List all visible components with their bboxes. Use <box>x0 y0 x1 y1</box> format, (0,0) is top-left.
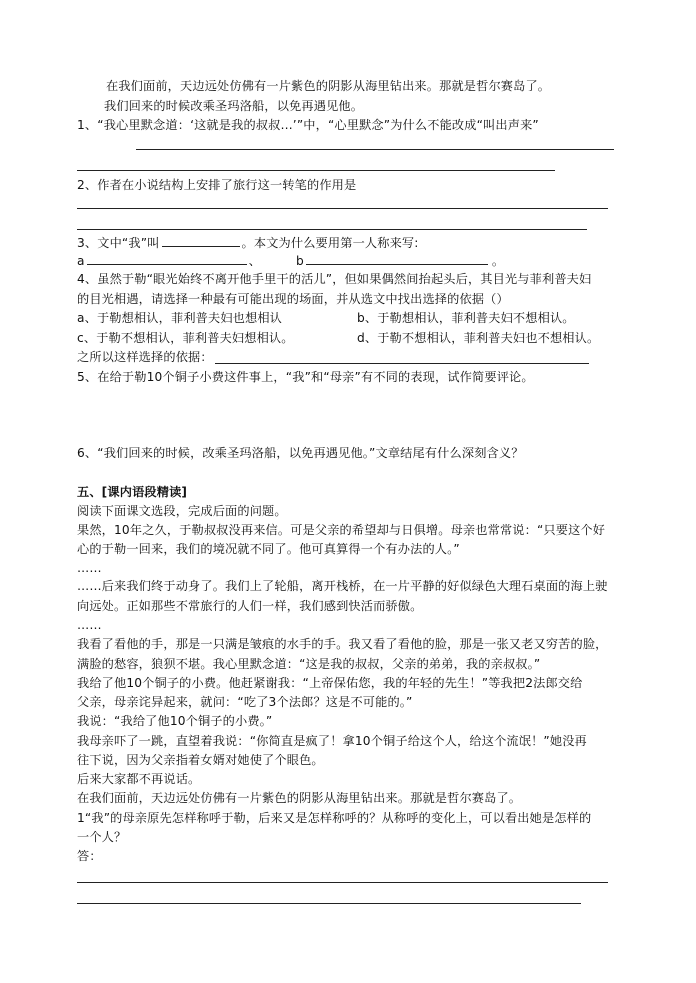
reason-b-label: b <box>296 254 304 268</box>
passage-p7: 后来大家都不再说话。 <box>77 772 201 786</box>
question-2: 2、作者在小说结构上安排了旅行这一转笔的作用是 <box>77 178 357 192</box>
question-4-line-2: 的目光相遇，请选择一种最有可能出现的场面，并从选文中找出选择的依据（） <box>77 292 509 306</box>
answer-line <box>77 170 555 171</box>
passage-p6-line-2: 往下说，因为父亲指着女婿对她使了个眼色。 <box>77 753 324 767</box>
question-1: 1、“我心里默念道：‘这就是我的叔叔…’”中，“心里默念”为什么不能改成“叫出声来” <box>77 118 539 132</box>
question-3-suffix: 。本文为什么要用第一人称来写: <box>241 236 419 250</box>
reason-b-blank <box>306 252 488 265</box>
passage-p8: 在我们面前，天边远处仿佛有一片紫色的阴影从海里钻出来。那就是哲尔赛岛了。 <box>77 791 522 805</box>
passage-p1-line-1: 果然，10年之久，于勒叔叔没再来信。可是父亲的希望却与日俱增。母亲也常常说：“只要这个好 <box>77 523 606 537</box>
question-3-prefix: 3、文中“我”叫 <box>77 236 160 250</box>
passage-p4-line-1: 我给了他10个铜子的小费。他赶紧谢我：“上帝保佑您，我的年轻的先生！”等我把2法郎交给 <box>77 676 583 690</box>
question-3-reason-b <box>296 252 504 269</box>
answer-line <box>215 363 589 364</box>
passage-ellipsis: …… <box>77 618 102 632</box>
intro-line-2: 我们回来的时候改乘圣玛洛船，以免再遇见他。 <box>104 99 364 113</box>
passage-p2-line-1: ……后来我们终于动身了。我们上了轮船，离开栈桥，在一片平静的好似绿色大理石桌面的海上驶 <box>77 579 608 593</box>
passage-p1-line-2: 心的于勒一回来，我们的境况就不同了。他可真算得一个有办法的人。” <box>77 542 460 556</box>
intro-line-1: 在我们面前，天边远处仿佛有一片紫色的阴影从海里钻出来。那就是哲尔赛岛了。 <box>106 79 551 93</box>
reason-separator: 、 <box>248 254 261 268</box>
reason-a-label: a <box>77 254 85 268</box>
answer-line <box>77 882 608 883</box>
passage-p3-line-2: 满脸的愁容，狼狈不堪。我心里默念道：“这是我的叔叔，父亲的弟弟，我的亲叔叔。” <box>77 657 541 671</box>
option-a: a、于勒想相认，菲利普夫妇也想相认 <box>77 311 283 325</box>
reason-end: 。 <box>491 254 505 268</box>
option-b: b、于勒想相认，菲利普夫妇不想相认。 <box>357 311 575 325</box>
section-instruction: 阅读下面课文选段，完成后面的问题。 <box>77 504 287 518</box>
option-d: d、于勒不想相认，菲利普夫妇也不想相认。 <box>357 331 600 345</box>
name-blank <box>162 234 240 247</box>
question-4-line-1: 4、虽然于勒“眼光始终不离开他手里干的活儿”，但如果偶然间抬起头后，其目光与菲利普夫妇 <box>77 272 592 286</box>
reason-a-blank <box>87 252 247 265</box>
answer-line <box>77 229 587 230</box>
passage-p5: 我说：“我给了他10个铜子的小费。” <box>77 714 273 728</box>
question-5: 5、在给于勒10个铜子小费这件事上，“我”和“母亲”有不同的表现，试作简要评论。 <box>77 370 534 384</box>
passage-p2-line-2: 向远处。正如那些不常旅行的人们一样，我们感到快活而骄傲。 <box>77 599 423 613</box>
sub-question-1-line-1: 1“我”的母亲原先怎样称呼于勒，后来又是怎样称呼的？从称呼的变化上，可以看出她是怎样的 <box>77 811 592 825</box>
passage-p4-line-2: 父亲，母亲诧异起来，就问：“吃了3个法郎？这是不可能的。” <box>77 695 413 709</box>
passage-ellipsis: …… <box>77 561 102 575</box>
question-4-basis: 之所以这样选择的依据： <box>77 350 213 364</box>
option-c: c、于勒不想相认，菲利普夫妇想相认。 <box>77 331 294 345</box>
answer-label: 答： <box>77 849 102 863</box>
sub-question-1-line-2: 一个人？ <box>77 830 127 844</box>
section-title: 五、[课内语段精读] <box>77 485 188 499</box>
passage-p6-line-1: 我母亲吓了一跳，直望着我说：“你简直是疯了！拿10个铜子给这个人，给这个流氓！”她没再 <box>77 734 587 748</box>
answer-line <box>77 903 581 904</box>
answer-line <box>136 149 614 150</box>
question-3-reasons <box>77 252 261 269</box>
question-6: 6、“我们回来的时候，改乘圣玛洛船，以免再遇见他。”文章结尾有什么深刻含义？ <box>77 446 524 460</box>
passage-p3-line-1: 我看了看他的手，那是一只满是皱痕的水手的手。我又看了看他的脸，那是一张又老又穷苦的脸， <box>77 637 608 651</box>
answer-line <box>77 208 608 209</box>
question-3 <box>77 234 419 251</box>
